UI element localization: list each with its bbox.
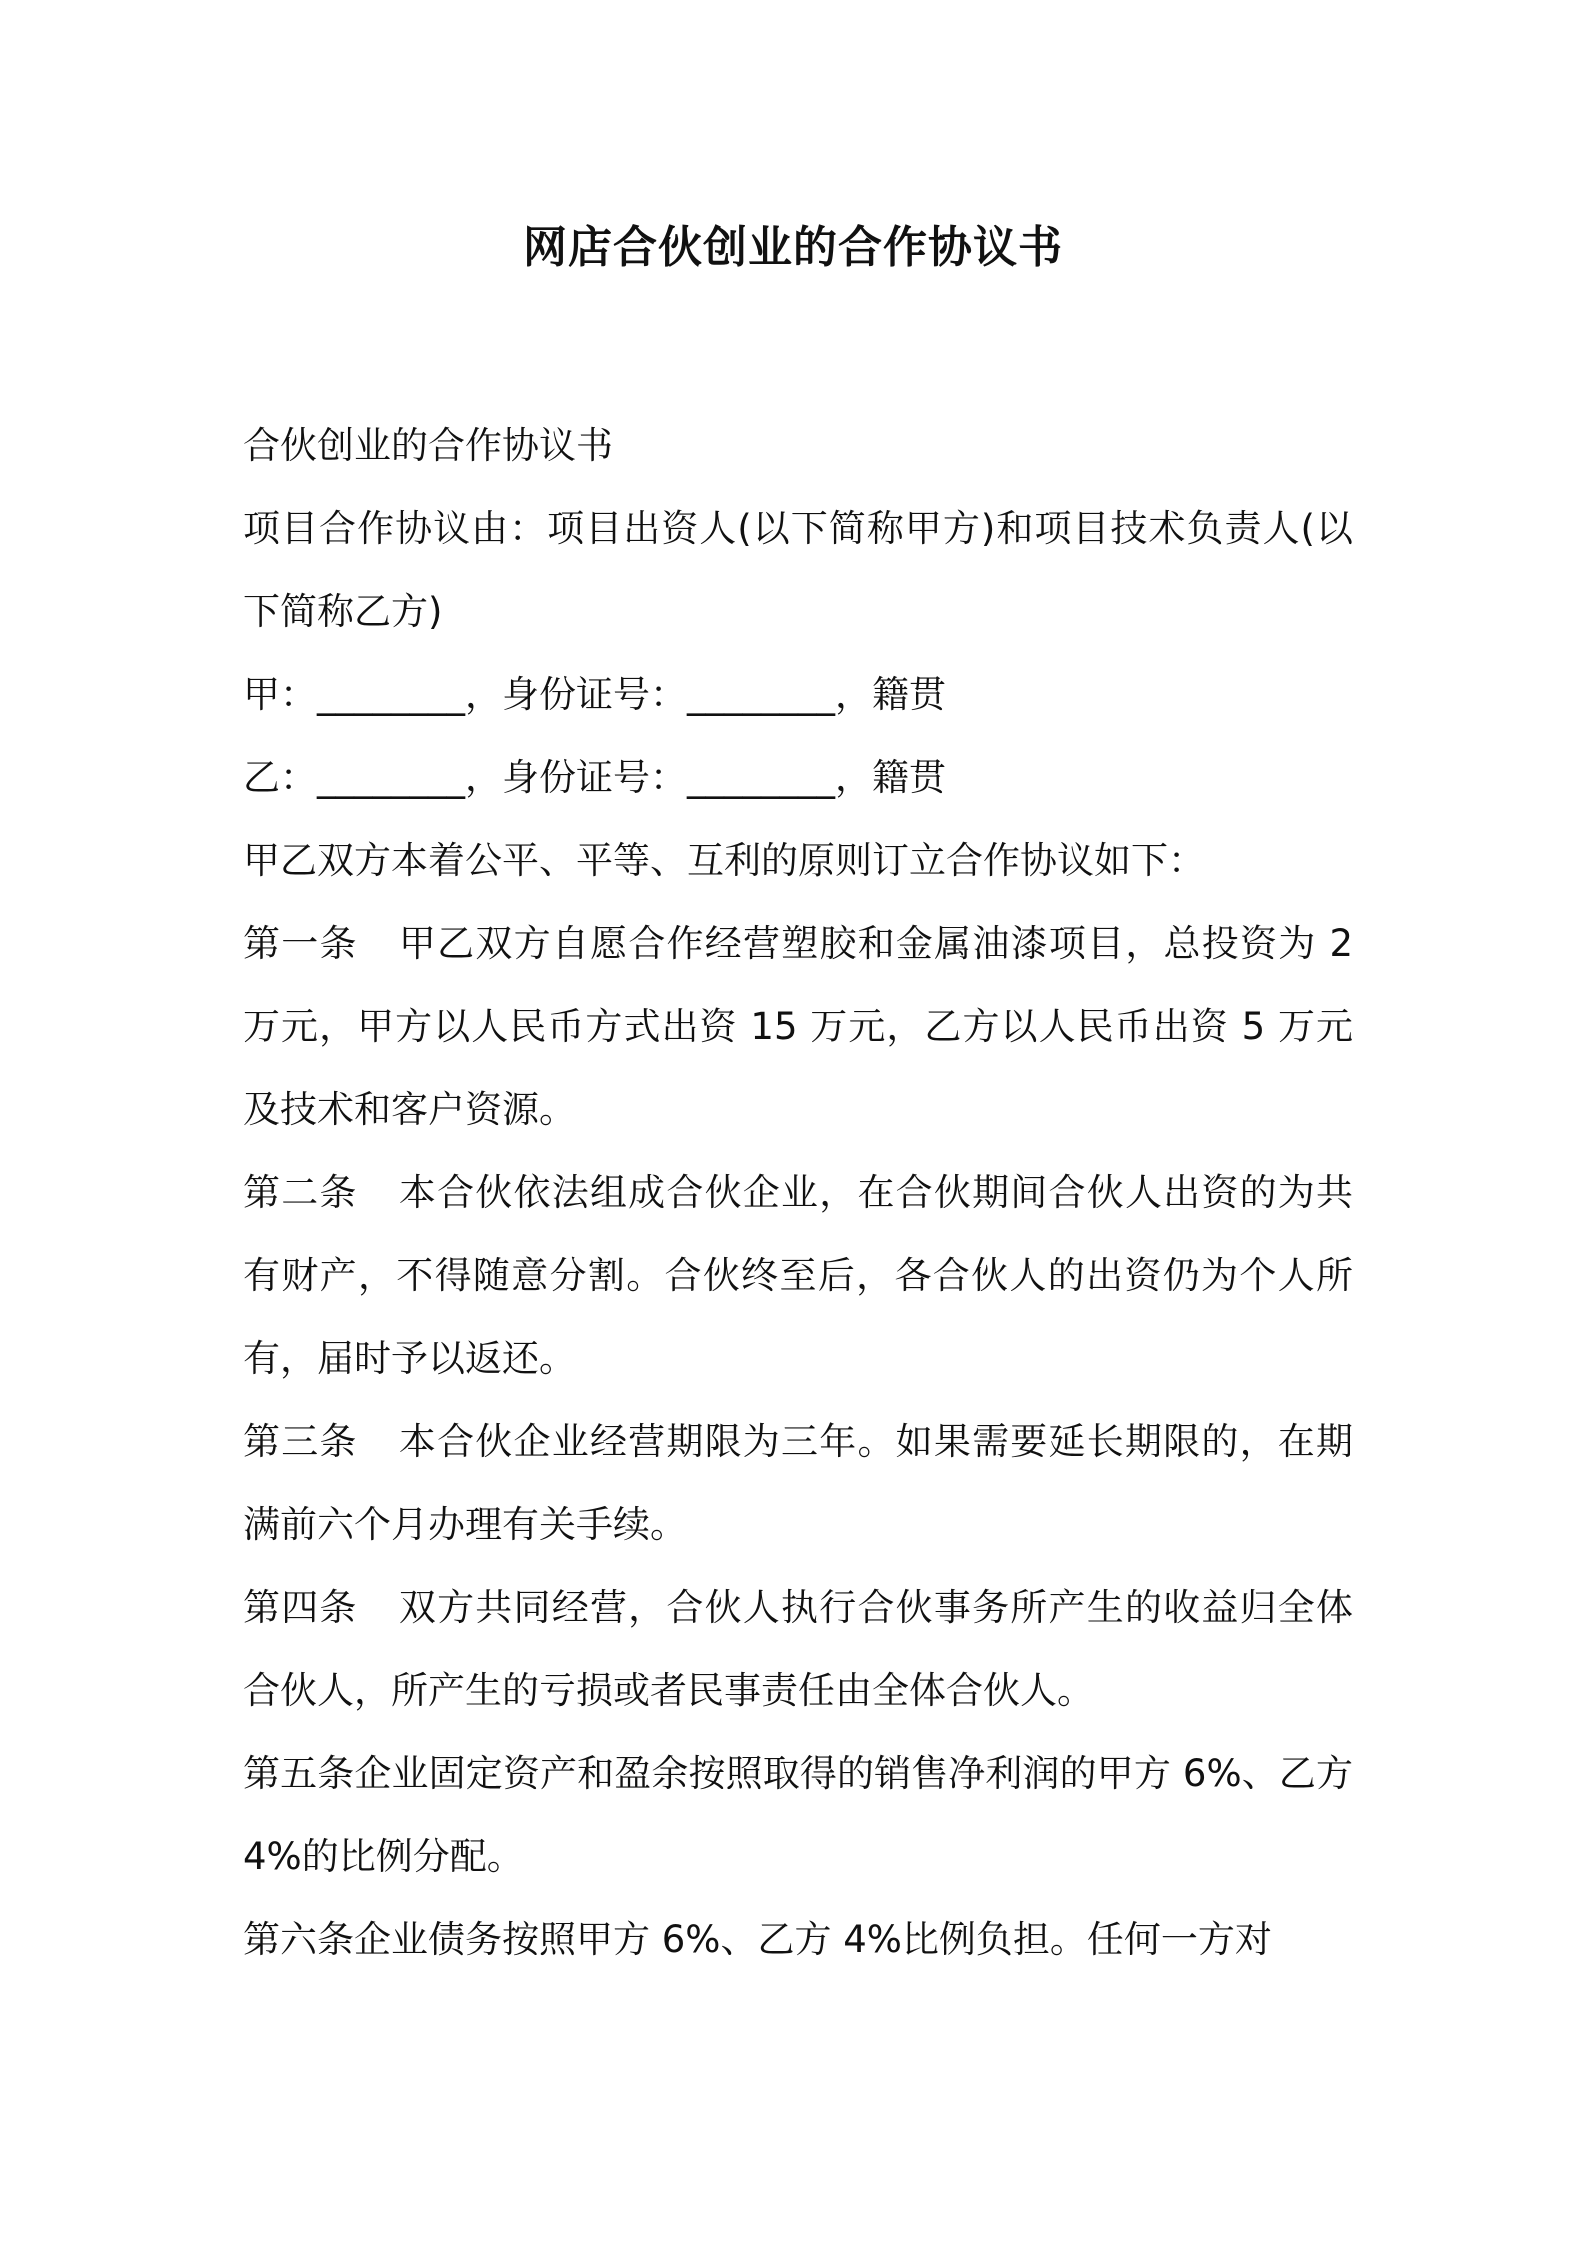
article-3-label: 第三条 [243,1420,358,1463]
article-2-paragraph [243,1151,1353,1400]
article-1-label: 第一条 [243,922,358,965]
article-3-text: 本合伙企业经营期限为三年。如果需要延长期限的，在期满前六个月办理有关手续。 [243,1420,1354,1546]
document-title: 网店合伙创业的合作协议书 [523,222,1063,273]
article-3-paragraph [243,1400,1353,1566]
article-2-text: 本合伙依法组成合伙企业，在合伙期间合伙人出资的为共有财产，不得随意分割。合伙终至后，各合伙人的出资仍为个人所有，届时予以返还。 [243,1171,1354,1380]
article-4-paragraph [243,1566,1353,1732]
party-a-line: 甲：________，身份证号：________，籍贯 [243,673,946,716]
article-6-paragraph: 第六条企业债务按照甲方 6%、乙方 4%比例负担。任何一方对 [243,1918,1272,1961]
article-4-label: 第四条 [243,1586,358,1629]
article-4-text: 双方共同经营，合伙人执行合伙事务所产生的收益归全体合伙人，所产生的亏损或者民事责任由全体合伙人。 [243,1586,1354,1712]
article-1-text: 甲乙双方自愿合作经营塑胶和金属油漆项目，总投资为 2 万元，甲方以人民币方式出资 15 万元，乙方以人民币出资 5 万元及技术和客户资源。 [243,922,1353,1131]
article-1-paragraph [243,902,1353,1151]
party-b-line: 乙：________，身份证号：________，籍贯 [243,756,946,799]
article-5-paragraph: 第五条企业固定资产和盈余按照取得的销售净利润的甲方 6%、乙方 4%的比例分配。 [243,1752,1353,1878]
article-2-label: 第二条 [243,1171,358,1214]
subtitle-paragraph: 合伙创业的合作协议书 [243,424,613,467]
document-body [243,404,1353,1981]
principle-paragraph: 甲乙双方本着公平、平等、互利的原则订立合作协议如下： [243,839,1205,882]
intro-paragraph: 项目合作协议由：项目出资人(以下简称甲方)和项目技术负责人(以下简称乙方) [243,507,1353,633]
